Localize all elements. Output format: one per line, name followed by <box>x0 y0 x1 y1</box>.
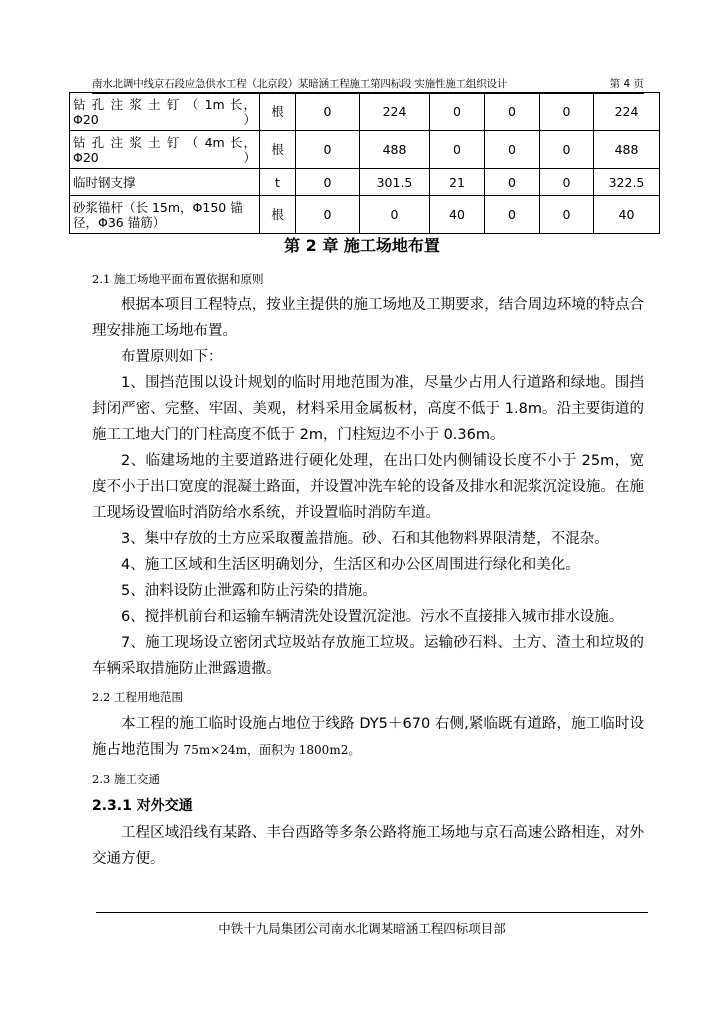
item-value: 301.5 <box>360 169 430 196</box>
item-value: 0 <box>296 196 360 234</box>
principle-item-4: 4、施工区域和生活区明确划分，生活区和办公区周围进行绿化和美化。 <box>121 557 580 573</box>
principle-item-3: 3、集中存放的土方应采取覆盖措施。砂、石和其他物料界限清楚，不混杂。 <box>121 531 609 547</box>
item-value: 0 <box>540 131 594 169</box>
item-value: 0 <box>485 169 540 196</box>
table-row <box>70 131 660 169</box>
item-value: 21 <box>430 169 485 196</box>
table-row <box>70 196 660 234</box>
traffic-paragraph: 工程区域沿线有某路、丰台西路等多条公路将施工场地与京石高速公路相连，对外交通方便。 <box>92 825 644 867</box>
land-use-text: 本工程的施工临时设施占地位于线路 DY5＋670 右侧,紧临既有道路，施工临时设施占地范围为 <box>92 716 644 758</box>
principle-item-1: 1、围挡范围以设计规划的临时用地范围为准，尽量少占用人行道路和绿地。围挡封闭严密、完整、牢固、美观，材料采用金属板材，高度不低于 1.8m。沿主要街道的施工工地大门的门柱高度不低于 2m，门柱短边不小于 0.36m。 <box>92 375 644 443</box>
item-value: 40 <box>430 196 485 234</box>
item-value: 224 <box>360 93 430 131</box>
item-total: 40 <box>594 196 660 234</box>
item-value: 0 <box>540 169 594 196</box>
header-page-number: 第 4 页 <box>609 78 644 90</box>
item-unit: 根 <box>260 196 296 234</box>
quantity-table <box>69 92 660 234</box>
item-name: 临时钢支撑 <box>70 169 260 196</box>
subsection-heading-2-3-1: 2.3.1 对外交通 <box>92 798 193 814</box>
item-value: 0 <box>540 93 594 131</box>
item-value: 0 <box>296 93 360 131</box>
item-unit: 根 <box>260 93 296 131</box>
item-value: 0 <box>485 93 540 131</box>
item-total: 488 <box>594 131 660 169</box>
item-name: 钻 孔 注 浆 土 钉 （ 1m 长，Φ20） <box>70 93 260 131</box>
intro-paragraph: 根据本项目工程特点，按业主提供的施工场地及工期要求，结合周边环境的特点合理安排施工场地布置。 <box>92 297 644 339</box>
item-unit: t <box>260 169 296 196</box>
item-value: 0 <box>430 93 485 131</box>
table-row <box>70 93 660 131</box>
section-heading-2-2: 2.2 工程用地范围 <box>92 690 183 704</box>
principle-item-7: 7、施工现场设立密闭式垃圾站存放施工垃圾。运输砂石料、土方、渣土和垃圾的车辆采取措施防止泄露遗撒。 <box>92 635 644 677</box>
item-value: 0 <box>296 131 360 169</box>
item-name: 钻 孔 注 浆 土 钉 （ 4m 长，Φ20） <box>70 131 260 169</box>
item-total: 322.5 <box>594 169 660 196</box>
item-value: 0 <box>485 196 540 234</box>
land-use-area: 75m×24m，面积为 1800m2。 <box>183 743 361 757</box>
header-title: 南水北调中线京石段应急供水工程（北京段）某暗涵工程施工第四标段 实施性施工组织设计 <box>92 78 508 90</box>
item-value: 0 <box>360 196 430 234</box>
item-value: 0 <box>430 131 485 169</box>
land-use-paragraph <box>92 711 644 763</box>
principle-item-5: 5、油料设防止泄露和防止污染的措施。 <box>121 583 377 599</box>
section-heading-2-1: 2.1 施工场地平面布置依据和原则 <box>92 272 264 286</box>
principle-item-6: 6、搅拌机前台和运输车辆清洗处设置沉淀池。污水不直接排入城市排水设施。 <box>121 609 624 625</box>
principles-label: 布置原则如下： <box>121 349 223 365</box>
item-value: 0 <box>485 131 540 169</box>
item-total: 224 <box>594 93 660 131</box>
page-footer: 中铁十九局集团公司南水北调某暗涵工程四标项目部 <box>218 921 506 936</box>
principle-item-2: 2、临建场地的主要道路进行硬化处理，在出口处内侧铺设长度不小于 25m，宽度不小于出口宽度的混凝土路面，并设置冲洗车轮的设备及排水和泥浆沉淀设施。在施工现场设置临时消防给水系统，并设置临时消防车道。 <box>92 453 644 521</box>
section-heading-2-3: 2.3 施工交通 <box>92 772 160 786</box>
footer-divider <box>96 912 648 913</box>
item-unit: 根 <box>260 131 296 169</box>
chapter-title: 第 2 章 施工场地布置 <box>284 236 440 255</box>
item-value: 488 <box>360 131 430 169</box>
item-name: 砂浆锚杆（长 15m，Φ150 锚径，Φ36 锚筋） <box>70 196 260 234</box>
table-row <box>70 169 660 196</box>
item-value: 0 <box>540 196 594 234</box>
item-value: 0 <box>296 169 360 196</box>
